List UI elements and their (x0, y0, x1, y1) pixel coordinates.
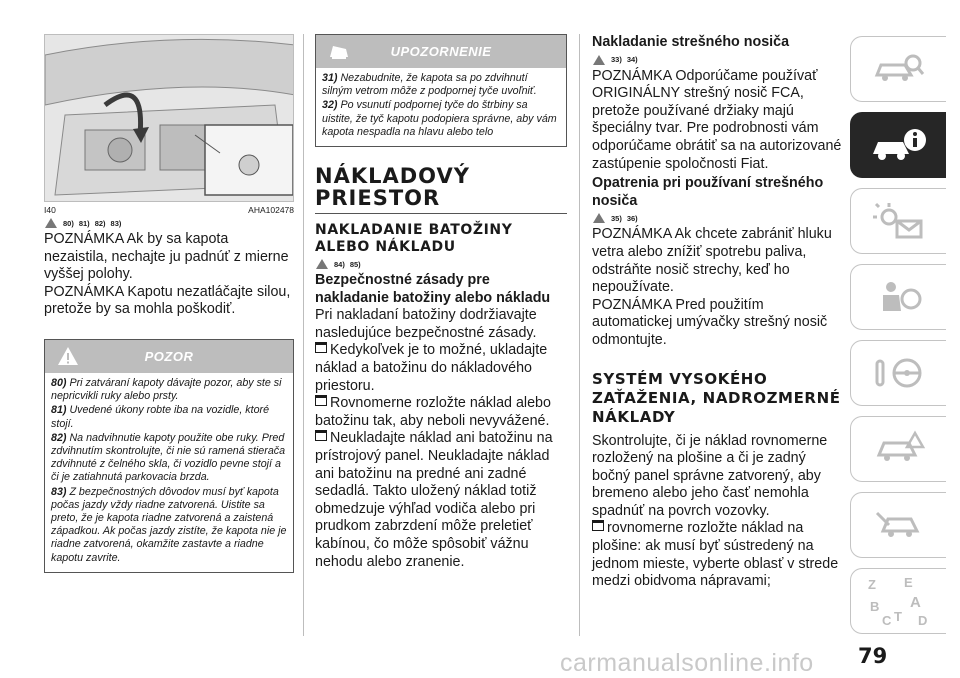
ref: 81) (78, 218, 90, 228)
middle-column (315, 34, 567, 571)
note-paragraph: POZNÁMKA Ak by sa kapota nezaistila, nechajte ju padnúť z mierne vyššej polohy. (44, 231, 289, 283)
tab-emergency[interactable] (850, 416, 946, 482)
upozornenie-title: UPOZORNENIE (390, 44, 492, 59)
bullet-item: Neukladajte náklad ani batožinu na prístrojový panel. Neukladajte náklad ani batožinu na predné ani zadné sedadlá. Takto uložený náklad totiž obmedzuje výhľad vodiča alebo pri prudkom zabrzdení môže preletieť kabínou, čo môže spôsobiť vážnu nehodu alebo zranenie. (315, 430, 553, 570)
pozor-body (45, 373, 293, 572)
section-rule (315, 213, 567, 214)
wrench-car-icon (871, 505, 927, 545)
hood-warning-icon (328, 41, 350, 61)
tab-warning-lights[interactable] (850, 188, 946, 254)
svg-text:E: E (903, 575, 913, 590)
note-paragraph: POZNÁMKA Ak chcete zabrániť hluku vetra alebo znížiť spotrebu paliva, odstráňte nosič strechy, keď ho nepoužívate. (592, 226, 832, 296)
tab-maintenance[interactable] (850, 492, 946, 558)
tab-starting-driving[interactable] (850, 340, 946, 406)
airbag-passenger-icon (871, 277, 927, 317)
heading: Nakladanie strešného nosiča (592, 34, 790, 50)
ref: 35) (611, 213, 622, 223)
bullet-item: Kedykoľvek je to možné, ukladajte náklad a batožinu do nákladového priestoru. (315, 342, 548, 394)
upozornenie-body (316, 68, 566, 146)
car-search-icon (871, 51, 927, 87)
svg-text:D: D (917, 613, 927, 628)
note-paragraph: POZNÁMKA Odporúčame používať ORIGINÁLNY strešný nosič FCA, pretože používané držiaky majú špeciálny tvar. Pre podrobnosti vám odporúčame obrátiť sa na autorizované zastúpenie spoločnosti Fiat. (592, 67, 842, 172)
warning-item: 83) Z bezpečnostných dôvodov musí byť kapota počas jazdy vždy riadne zatvorená. Uistite sa preto, že je kapota riadne zatvorená a zaistená západkou. Ak počas jazdy zistíte, že kapota nie je riadne zatvorená, okamžite zastavte a riadne kapotu zavrite. (51, 485, 287, 564)
svg-text:T: T (893, 609, 902, 624)
ref: 34) (626, 55, 638, 65)
watermark: carmanualsonline.info (560, 649, 814, 677)
bullet-item: rovnomerne rozložte náklad na plošine: ak musí byť sústredený na jednom mieste, vyberte oblasť v strede medzi obidvoma nápravami; (592, 520, 839, 590)
section-title: NÁKLADOVÝ PRIESTOR (315, 164, 470, 211)
car-info-icon (869, 126, 929, 164)
warning-triangle-icon (44, 217, 58, 229)
page-number: 79 (858, 644, 888, 668)
subsection-title: NAKLADANIE BATOŽINY ALEBO NÁKLADU (315, 222, 513, 256)
steering-wheel-key-icon (871, 353, 927, 393)
bullet-icon (315, 430, 327, 441)
pozor-header (45, 340, 293, 373)
column-divider (579, 34, 580, 636)
warning-triangle-icon (315, 258, 329, 270)
ref: 83) (110, 218, 122, 228)
heading: Opatrenia pri používaní strešného nosiča (592, 175, 824, 209)
bullet-icon (592, 520, 604, 531)
left-column (44, 34, 294, 573)
warning-item: 82) Na nadvihnutie kapoty použite obe ruky. Pred zdvihnutím skontrolujte, či nie sú ramená stierača zdvihnuté z čelného skla, či vozidlo pevne stojí a či je zatiahnutá parkovacia brzda. (51, 431, 286, 484)
column-divider (303, 34, 304, 636)
warning-light-icon (871, 201, 927, 241)
pozor-title: POZOR (144, 348, 194, 364)
section-title: SYSTÉM VYSOKÉHO ZAŤAŽENIA, NADROZMERNÉ NÁKLADY (592, 369, 841, 426)
warning-triangle-icon (592, 54, 606, 66)
pozor-box (44, 339, 294, 573)
bullet-item: Rovnomerne rozložte náklad alebo batožinu tak, aby neboli nevyvážené. (315, 395, 551, 429)
svg-text:Z: Z (867, 577, 876, 592)
hood-illustration (45, 35, 294, 202)
car-breakdown-icon (871, 429, 927, 469)
upozornenie-header (316, 35, 566, 68)
warning-item: 80) Pri zatváraní kapoty dávajte pozor, aby ste si nepricvikli ruky alebo prsty. (51, 376, 282, 403)
figure-id: I40 (44, 205, 56, 215)
warning-refs (592, 212, 842, 224)
bullet-icon (315, 342, 327, 353)
heading: Bezpečnostné zásady pre nakladanie batožiny alebo nákladu (315, 272, 551, 306)
tab-car-search[interactable] (850, 36, 946, 102)
ref: 80) (63, 218, 74, 228)
svg-text:C: C (881, 613, 891, 628)
figure-caption (44, 205, 294, 215)
ref: 33) (611, 55, 622, 65)
tab-index[interactable] (850, 568, 946, 634)
ref: 85) (349, 259, 361, 269)
ref: 36) (626, 213, 638, 223)
warning-refs (592, 54, 842, 66)
alphabet-index-icon (864, 573, 934, 629)
chapter-tabs (850, 36, 946, 644)
warning-item: 32) Po vsunutí podpornej tyče do štrbiny sa uistite, že tyč kapotu podopiera správne, aby vám kapota nespadla na hlavu alebo telo (322, 99, 557, 138)
ref: 84) (334, 259, 345, 269)
figure-code: AHA102478 (248, 205, 294, 215)
ref: 82) (94, 218, 106, 228)
bullet-icon (315, 395, 327, 406)
upozornenie-box (315, 34, 567, 147)
engine-hood-figure (44, 34, 294, 202)
note-paragraph: POZNÁMKA Kapotu nezatláčajte silou, pretože by sa mohla poškodiť. (44, 283, 291, 318)
body-paragraph: Skontrolujte, či je náklad rovnomerne rozložený na plošine a či je zadný bočný panel správne zatvorený, aby bremeno alebo jeho časť nemohla spadnúť na povrch vozovky. (592, 432, 828, 519)
warning-refs (315, 258, 567, 270)
tab-safety[interactable] (850, 264, 946, 330)
svg-text:B: B (869, 599, 879, 614)
svg-text:A: A (909, 594, 921, 611)
tab-car-info[interactable] (850, 112, 946, 178)
note-paragraph: POZNÁMKA Pred použitím automatickej umývačky strešný nosič odmontujte. (592, 296, 828, 348)
warning-triangle-icon (57, 346, 79, 366)
warning-item: 31) Nezabudnite, že kapota sa po zdvihnutí silným vetrom môže z podpornej tyče uvoľniť. (322, 72, 537, 98)
warning-refs (44, 217, 294, 229)
warning-item: 81) Uvedené úkony robte iba na vozidle, ktoré stojí. (51, 404, 270, 430)
warning-triangle-icon (592, 212, 606, 224)
intro-paragraph: Pri nakladaní batožiny dodržiavajte nasledujúce bezpečnostné zásady. (315, 307, 537, 341)
right-column (592, 34, 842, 591)
